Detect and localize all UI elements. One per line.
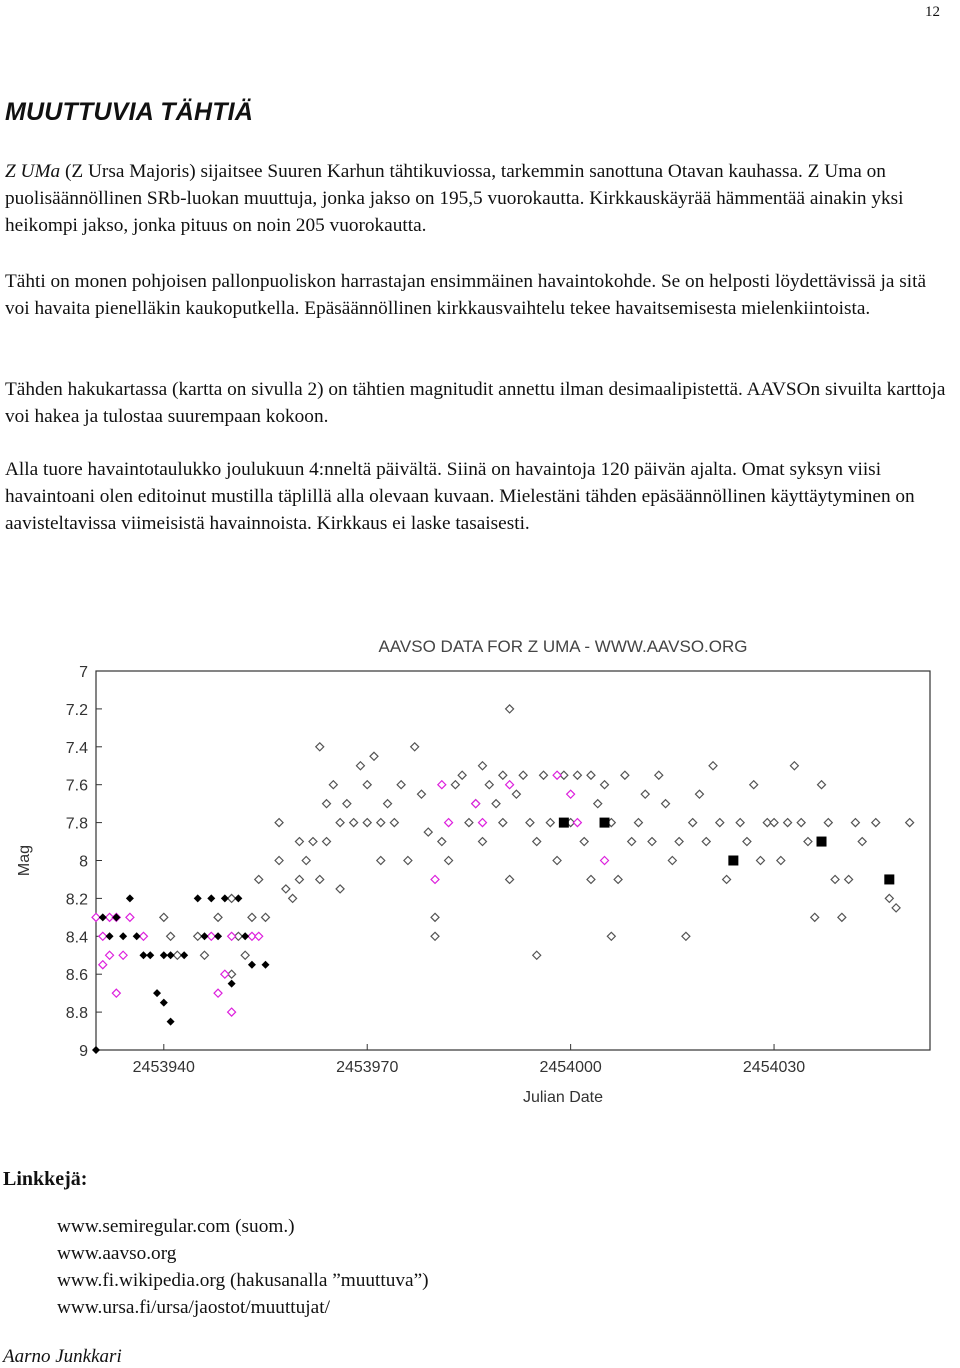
diamond-point [845,875,853,883]
diamond-point [295,838,303,846]
diamond-point [309,838,317,846]
diamond-point [736,819,744,827]
diamond-point [777,857,785,865]
diamond-point [906,819,914,827]
diamond-point [200,951,208,959]
y-tick-label: 7 [79,664,88,681]
filled-diamond-point [214,932,222,940]
chart-title: AAVSO DATA FOR Z UMA - WWW.AAVSO.ORG [378,637,748,656]
diamond-point [336,885,344,893]
diamond-point [316,875,324,883]
y-tick-label: 8.8 [65,1005,88,1023]
diamond-point [553,857,561,865]
diamond-point [478,762,486,770]
filled-diamond-point [180,951,188,959]
diamond-point [723,875,731,883]
page-heading: MUUTTUVIA TÄHTIÄ [5,98,254,126]
diamond-point [770,819,778,827]
filled-diamond-point [207,894,215,902]
diamond-point [465,819,473,827]
diamond-point [255,932,263,940]
diamond-point [512,790,520,798]
x-axis-label: Julian Date [522,1089,604,1106]
filled-diamond-point [167,1018,175,1026]
diamond-point [377,819,385,827]
filled-diamond-point [167,951,175,959]
filled-diamond-point [146,951,154,959]
y-tick-label: 7.2 [65,701,88,719]
diamond-point [641,790,649,798]
diamond-point [478,838,486,846]
diamond-point [431,875,439,883]
page-number: 12 [925,4,940,20]
diamond-point [485,781,493,789]
diamond-point [553,771,561,779]
own-observation-point [600,818,610,828]
y-tick-label: 8.2 [65,891,88,909]
diamond-point [634,819,642,827]
diamond-point [756,857,764,865]
diamond-point [519,771,527,779]
diamond-point [262,913,270,921]
diamond-point [506,705,514,713]
diamond-point [228,1008,236,1016]
filled-diamond-point [119,932,127,940]
diamond-point [648,838,656,846]
diamond-point [831,875,839,883]
y-axis-label: Mag [16,844,33,877]
diamond-point [573,819,581,827]
diamond-point [370,752,378,760]
diamond-point [546,819,554,827]
own-observation-point [559,818,569,828]
diamond-point [784,819,792,827]
diamond-point [289,894,297,902]
diamond-point [499,819,507,827]
diamond-point [716,819,724,827]
filled-diamond-point [262,961,270,969]
diamond-point [533,951,541,959]
diamond-point [458,771,466,779]
diamond-point [478,819,486,827]
x-tick-label: 2453970 [336,1059,399,1076]
diamond-point [445,857,453,865]
diamond-point [662,800,670,808]
filled-diamond-point [153,989,161,997]
y-tick-label: 7.8 [65,815,88,833]
link-ursa[interactable]: www.ursa.fi/ursa/jaostot/muuttujat/ [57,1297,330,1318]
y-tick-label: 7.4 [65,739,88,757]
diamond-point [811,913,819,921]
diamond-point [526,819,534,827]
author-name: Aarno Junkkari [3,1346,122,1367]
diamond-point [492,800,500,808]
diamond-point [675,838,683,846]
diamond-point [587,771,595,779]
diamond-point [790,762,798,770]
filled-diamond-point [200,932,208,940]
diamond-point [533,838,541,846]
filled-diamond-point [99,913,107,921]
link-wikipedia[interactable]: www.fi.wikipedia.org (hakusanalla ”muuttuva”) [57,1270,429,1291]
diamond-point [655,771,663,779]
diamond-point [106,951,114,959]
diamond-point [499,771,507,779]
link-semiregular[interactable]: www.semiregular.com (suom.) [57,1216,295,1237]
diamond-point [316,743,324,751]
filled-diamond-point [228,980,236,988]
paragraph-observations: Alla tuore havaintotaulukko joulukuun 4:nneltä päivältä. Siinä on havaintoja 120 päivän ajalta. Omat syksyn viisi havaintoani olen editoinut mustilla täplillä alla olevaan kuvaan. Mielestäni tähden epäsäännöllinen käyttäytyminen on aavisteltavissa viimeisistä havainnoista. Kirkkaus ei laske tasaisesti. [5,459,915,534]
diamond-point [329,781,337,789]
diamond-point [112,989,120,997]
diamond-point [167,932,175,940]
diamond-point [628,838,636,846]
filled-diamond-point [133,932,141,940]
diamond-point [363,819,371,827]
diamond-point [540,771,548,779]
diamond-point [743,838,751,846]
filled-diamond-point [234,894,242,902]
x-tick-label: 2454030 [742,1059,806,1076]
diamond-point [682,932,690,940]
diamond-point [601,857,609,865]
filled-diamond-point [126,894,134,902]
filled-diamond-point [160,999,168,1007]
diamond-point [438,838,446,846]
diamond-point [567,790,575,798]
diamond-point [838,913,846,921]
diamond-point [506,875,514,883]
star-name: Z UMa [5,161,61,182]
own-observation-point [817,837,827,847]
diamond-point [295,875,303,883]
diamond-point [824,819,832,827]
diamond-point [445,819,453,827]
diamond-point [323,800,331,808]
diamond-point [302,857,310,865]
diamond-point [397,781,405,789]
diamond-point [668,857,676,865]
diamond-point [695,790,703,798]
diamond-point [343,800,351,808]
x-tick-label: 2454000 [539,1059,602,1076]
filled-diamond-point [92,1046,100,1054]
diamond-point [275,857,283,865]
diamond-point [275,819,283,827]
diamond-point [431,932,439,940]
diamond-point [323,838,331,846]
diamond-point [404,857,412,865]
diamond-point [390,819,398,827]
y-tick-label: 9 [79,1043,88,1060]
link-aavso[interactable]: www.aavso.org [57,1243,177,1264]
filled-diamond-point [106,932,114,940]
diamond-point [417,790,425,798]
diamond-point [119,951,127,959]
filled-diamond-point [194,894,202,902]
y-tick-label: 8 [79,853,88,871]
diamond-point [587,875,595,883]
diamond-point [255,875,263,883]
y-tick-label: 7.6 [65,777,88,795]
diamond-point [750,781,758,789]
diamond-point [282,885,290,893]
links-title: Linkkejä: [3,1168,88,1190]
diamond-point [99,961,107,969]
diamond-point [818,781,826,789]
diamond-point [214,989,222,997]
diamond-point [851,819,859,827]
diamond-point [594,800,602,808]
diamond-point [506,781,514,789]
diamond-point [424,828,432,836]
diamond-point [363,781,371,789]
diamond-point [601,781,609,789]
diamond-point [214,913,222,921]
diamond-point [614,875,622,883]
diamond-point [350,819,358,827]
paragraph-intro-text: (Z Ursa Majoris) sijaitsee Suuren Karhun tähtikuviossa, tarkemmin sanottuna Otavan kauhassa. Z Uma on puolisäännöllinen SRb-luokan muuttuja, jonka jakso on 195,5 vuorokautta. Kirkkauskäyrää hämmentää ainakin yksi heikompi jakso, jonka pituus on noin 205 vuorokautta. [5,161,904,236]
own-observation-point [884,874,894,884]
diamond-point [248,913,256,921]
diamond-point [411,743,419,751]
diamond-point [451,781,459,789]
diamond-point [804,838,812,846]
paragraph-intro [5,158,955,239]
diamond-point [438,781,446,789]
diamond-point [580,838,588,846]
y-tick-label: 8.6 [65,967,88,985]
paragraph-observing: Tähti on monen pohjoisen pallonpuoliskon harrastajan ensimmäinen havaintokohde. Se on helposti löydettävissä ja sitä voi havaita pienelläkin kaukoputkella. Epäsäännöllinen kirkkausvaihtelu tekee havaitsemisesta mielenkiintoista. [5,271,927,319]
own-observation-point [728,856,738,866]
diamond-point [885,894,893,902]
diamond-point [160,913,168,921]
diamond-point [126,913,134,921]
diamond-point [384,800,392,808]
diamond-point [709,762,717,770]
diamond-point [377,857,385,865]
diamond-point [228,932,236,940]
diamond-point [892,904,900,912]
diamond-point [689,819,697,827]
filled-diamond-point [248,961,256,969]
y-tick-label: 8.4 [65,929,88,947]
diamond-point [241,951,249,959]
diamond-point [872,819,880,827]
paragraph-chart-note: Tähden hakukartassa (kartta on sivulla 2) on tähtien magnitudit annettu ilman desimaalipistettä. AAVSOn sivuilta karttoja voi hakea ja tulostaa suurempaan kokoon. [5,379,946,427]
x-tick-label: 2453940 [132,1059,195,1076]
diamond-point [336,819,344,827]
diamond-point [702,838,710,846]
diamond-point [607,932,615,940]
diamond-point [573,771,581,779]
light-curve-chart [0,620,960,1120]
diamond-point [797,819,805,827]
diamond-point [472,800,480,808]
diamond-point [858,838,866,846]
diamond-point [356,762,364,770]
links-list [57,1213,429,1321]
diamond-point [621,771,629,779]
filled-diamond-point [241,932,249,940]
filled-diamond-point [112,913,120,921]
diamond-point [431,913,439,921]
diamond-point [221,970,229,978]
filled-diamond-point [221,894,229,902]
